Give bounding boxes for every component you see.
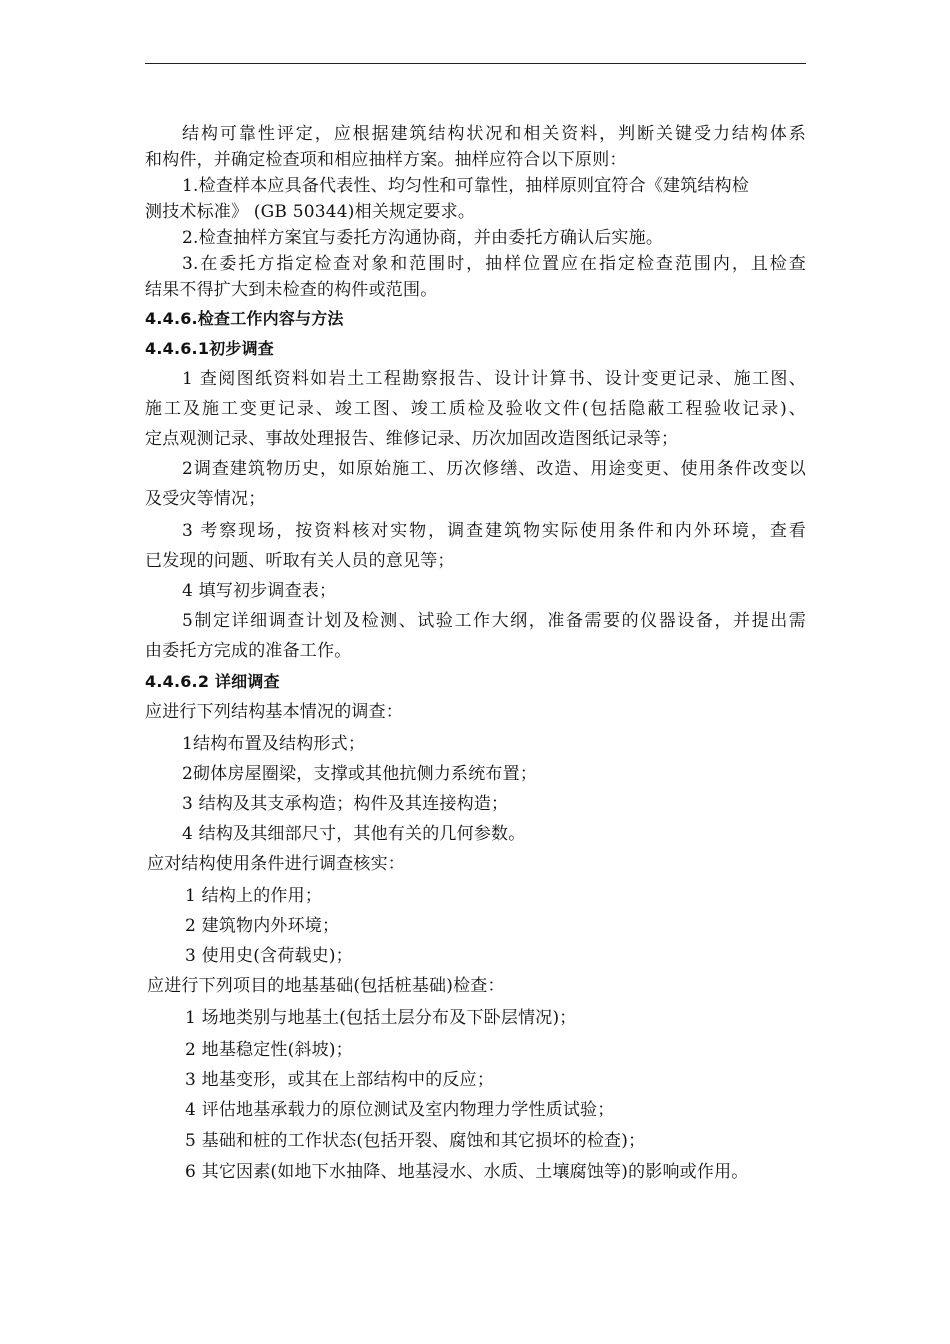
paragraph-line: 测技术标准》 (GB 50344)相关规定要求。	[145, 202, 476, 222]
paragraph-line: 应对结构使用条件进行调查核实：	[147, 854, 405, 874]
paragraph-line: 结构可靠性评定，应根据建筑结构状况和相关资料，判断关键受力结构体系	[182, 124, 806, 144]
list-item: 3 使用史(含荷载史)；	[185, 946, 353, 966]
paragraph-line: 2调查建筑物历史，如原始施工、历次修缮、改造、用途变更、使用条件改变以	[182, 459, 806, 479]
section-heading: 4.4.6.检查工作内容与方法	[145, 309, 344, 328]
list-item: 1 场地类别与地基土(包括土层分布及下卧层情况)；	[185, 1008, 577, 1028]
subsection-heading: 4.4.6.2 详细调查	[145, 672, 280, 691]
list-item: 3 地基变形，或其在上部结构中的反应；	[185, 1070, 495, 1090]
paragraph-line: 已发现的问题、听取有关人员的意见等；	[145, 551, 455, 571]
paragraph-line: 和构件，并确定检查项和相应抽样方案。抽样应符合以下原则：	[145, 150, 627, 170]
paragraph-line: 应进行下列结构基本情况的调查：	[145, 702, 403, 722]
list-item: 5 基础和桩的工作状态(包括开裂、腐蚀和其它损坏的检查)；	[185, 1131, 646, 1151]
paragraph-line: 1 查阅图纸资料如岩土工程勘察报告、设计计算书、设计变更记录、施工图、	[182, 369, 806, 389]
paragraph-line: 3.在委托方指定检查对象和范围时，抽样位置应在指定检查范围内，且检查	[182, 254, 806, 274]
paragraph-line: 及受灾等情况；	[145, 489, 266, 509]
subsection-heading: 4.4.6.1初步调查	[145, 339, 274, 358]
header-rule	[145, 63, 806, 64]
paragraph-line: 5制定详细调查计划及检测、试验工作大纲，准备需要的仪器设备，并提出需	[182, 611, 806, 631]
list-item: 4 评估地基承载力的原位测试及室内物理力学性质试验；	[185, 1100, 615, 1120]
paragraph-line: 3 考察现场，按资料核对实物，调查建筑物实际使用条件和内外环境，查看	[182, 521, 806, 541]
paragraph-line: 1.检查样本应具备代表性、均匀性和可靠性，抽样原则宜符合《建筑结构检	[182, 176, 750, 196]
paragraph-line: 由委托方完成的准备工作。	[145, 641, 352, 661]
list-item: 2 建筑物内外环境；	[185, 916, 340, 936]
list-item: 3 结构及其支承构造；构件及其连接构造；	[182, 794, 509, 814]
paragraph-line: 施工及施工变更记录、竣工图、竣工质检及验收文件(包括隐蔽工程验收记录)、	[145, 399, 806, 419]
list-item: 2 地基稳定性(斜坡)；	[185, 1040, 353, 1060]
paragraph-line: 结果不得扩大到未检查的构件或范围。	[145, 280, 438, 300]
paragraph-line: 4 填写初步调查表；	[182, 581, 337, 601]
paragraph-line: 应进行下列项目的地基基础(包括桩基础)检查：	[147, 976, 505, 996]
paragraph-line: 定点观测记录、事故处理报告、维修记录、历次加固改造图纸记录等；	[145, 429, 679, 449]
list-item: 1 结构上的作用；	[185, 886, 323, 906]
list-item: 4 结构及其细部尺寸，其他有关的几何参数。	[182, 824, 526, 844]
list-item: 6 其它因素(如地下水抽降、地基浸水、水质、土壤腐蚀等)的影响或作用。	[185, 1162, 749, 1182]
list-item: 1结构布置及结构形式；	[182, 734, 366, 754]
list-item: 2砌体房屋圈梁，支撑或其他抗侧力系统布置；	[182, 764, 538, 784]
paragraph-line: 2.检查抽样方案宜与委托方沟通协商，并由委托方确认后实施。	[182, 228, 664, 248]
